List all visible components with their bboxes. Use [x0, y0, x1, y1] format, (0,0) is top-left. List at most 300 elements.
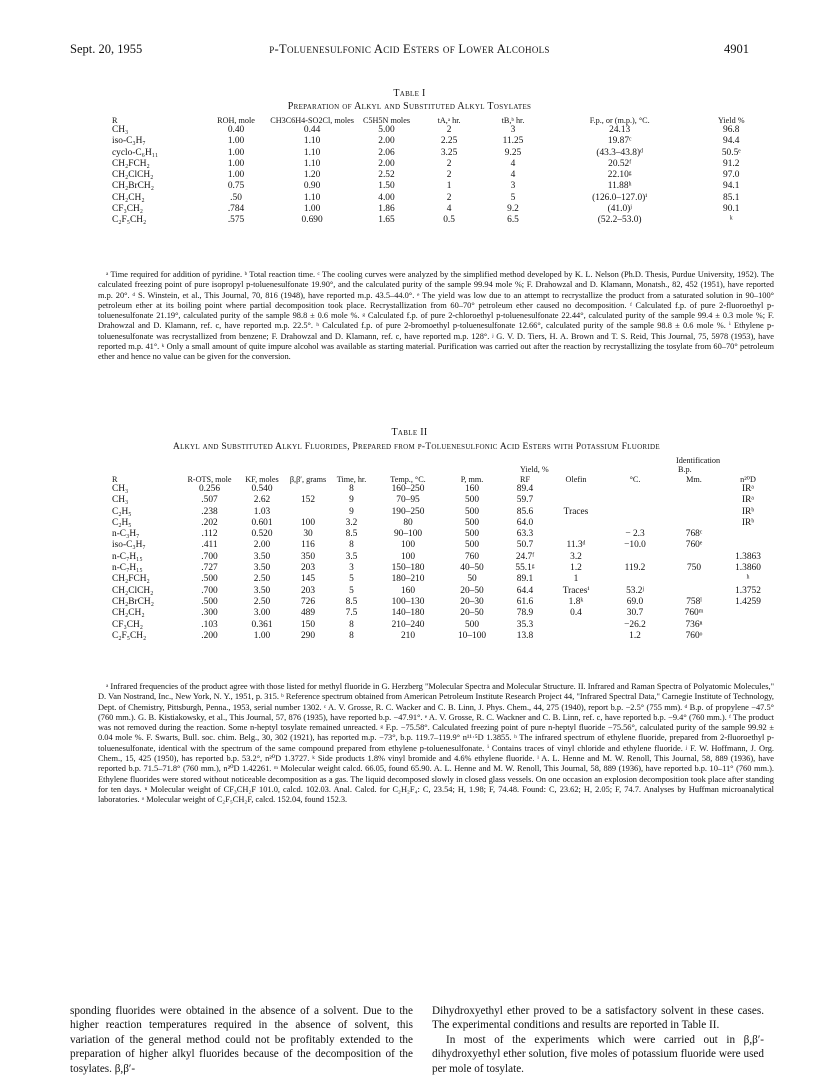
t2-cell — [666, 507, 722, 518]
t2-cell: 190–250 — [391, 506, 425, 517]
t2-cell: 760 — [464, 551, 480, 562]
t1-col-roh: ROH, mole — [217, 116, 255, 125]
t2-cell: 3 — [349, 563, 354, 574]
t2-cell — [604, 518, 666, 529]
t2-cell: 500 — [464, 517, 480, 528]
t2-cell: CH₂ClCH₂ — [112, 585, 154, 596]
t2-cell: Tracesⁱ — [562, 585, 590, 596]
t2-row — [112, 529, 774, 540]
t1-cell: 4 — [510, 170, 516, 181]
table1-footnotes-text: ᵃ Time required for addition of pyridine. ᵇ Total reaction time. ᶜ The cooling curves were analyzed by the simplified method developed by K. L. Nelson (Ph.D. Thesis, Purdue University, 1952). The calculated freezing point of pure isopropyl p-toluenesulfonate 19.90°, and the calculated purity of the sample 99.94 mole %; F. Drahowzal and D. Klamann, Monatsh., 82, 452 (1951), have reported m.p. 20°. ᵈ S. Winstein, et al., This Journal, 70, 816 (1948), have reported m.p. 43.5–44.0°. ᵉ The yield was low due to an attempt to recrystallize the product from a saturated solution in 90–100° petroleum ether at its boiling point where partial decomposition took place. Recrystallization from 60–70° petroleum ether caused no decomposition. ᶠ Calculated f.p. of pure 2-fluoroethyl p-toluenesulfonate 21.19°, calculated purity of the sample 98.8 ± 0.6 mole %. ᵍ Calculated f.p. of pure 2-chloroethyl p-toluenesulfonate 22.44°, calculated purity of the sample 99.4 ± 0.3 mole %; F. Drahowzal and D. Klamann, ref. c, have reported m.p. 22.5°. ʰ Calculated f.p. of pure 2-bromoethyl p-toluenesulfonate 12.66°, calculated purity of the sample 98.8 ± 0.6 mole %. ⁱ Ethylene p-toluenesulfonate was recrystallized from benzene; F. Drahowzal and D. Klamann, ref. c, have reported m.p. 128°. ʲ G. V. D. Tiers, H. A. Brown and T. S. Reid, This Journal, 75, 5978 (1953), have reported m.p. 41°. ᵏ Only a small amount of quite impure alcohol was available as starting material. Purification was carried out after the reaction by recrystallizing the tosylate from 60–70° petroleum ether and hence no value can be given for the conversion. — [98, 270, 774, 362]
t2-cell: 100 — [400, 551, 416, 562]
t2-cell: 2.50 — [253, 574, 271, 585]
t2-cell: 160 — [400, 585, 416, 596]
t2-cell: 203 — [300, 585, 316, 596]
t2-cell: .112 — [201, 529, 218, 540]
table1-body — [112, 125, 770, 227]
t2-cell: IRᵃ — [742, 484, 754, 494]
t2-cell: 50 — [467, 574, 477, 585]
body-right-paragraph-1: Dihydroxyethyl ether proved to be a satisfactory solvent in these cases. The experimental conditions and results are reported in Table II. — [432, 1005, 764, 1032]
t1-cell: 2 — [446, 158, 452, 169]
t2-cell: −10.0 — [624, 540, 646, 551]
t2-cell: 145 — [300, 574, 316, 585]
t1-cell: ᵏ — [729, 215, 733, 226]
t2-cell: 89.4 — [516, 484, 534, 494]
t2-cell: − 2.3 — [625, 529, 645, 540]
t2-cell — [666, 495, 722, 506]
table2-label: Table II — [391, 427, 428, 438]
t2-cell: 80 — [403, 517, 413, 528]
t2-cell: IRᵇ — [741, 506, 755, 517]
t1-cell: 90.1 — [723, 204, 740, 215]
t2-cell — [287, 507, 329, 518]
t2-row — [112, 507, 774, 518]
t1-row — [112, 181, 770, 192]
t2-cell: 2.62 — [253, 495, 271, 506]
t2-cell: 64.4 — [516, 585, 534, 596]
t2-cell: 500 — [464, 495, 480, 506]
t1-cell: 1.50 — [378, 181, 395, 192]
t2-row — [112, 631, 774, 642]
t2-row — [112, 586, 774, 597]
t2-col-temp: Temp., °C. — [390, 475, 426, 484]
t2-cell: 55.1ᵍ — [515, 563, 535, 574]
body-left-column — [70, 1004, 413, 1076]
t2-cell: 50.7 — [516, 540, 534, 551]
t2-cell: .202 — [201, 517, 218, 528]
t1-cell: 2.06 — [378, 147, 395, 158]
t2-cell: 0.601 — [251, 517, 273, 528]
table2-body — [112, 484, 774, 642]
t1-cell: 2.25 — [440, 136, 458, 147]
table2-footnotes — [98, 682, 774, 806]
t2-cell — [666, 518, 722, 529]
table1-label: Table I — [393, 88, 426, 99]
t2-cell: 760ᵉ — [685, 540, 703, 551]
t1-cell: 5 — [510, 192, 516, 203]
t1-cell: 11.88ʰ — [607, 181, 632, 192]
t1-row — [112, 148, 770, 159]
t1-cell: 0.5 — [443, 215, 455, 226]
t2-cell — [604, 574, 666, 585]
t2-cell: 59.7 — [516, 495, 534, 506]
t1-cell: 1.00 — [227, 136, 245, 147]
t2-cell: CH₂FCH₂ — [112, 574, 150, 585]
t2-cell: 3.2 — [345, 517, 358, 528]
t2-cell: 8.5 — [345, 596, 358, 607]
running-header — [70, 42, 749, 58]
t2-cell: 0.4 — [570, 608, 582, 619]
t1-cell: 5.00 — [378, 125, 395, 135]
t1-cell: 85.1 — [723, 192, 740, 203]
t2-cell — [722, 540, 774, 551]
t2-group-identification: Identification — [676, 456, 721, 465]
table2-footnotes-text: ᵃ Infrared frequencies of the product agree with those listed for methyl fluoride in G. Herzberg "Molecular Spectra and Molecular Structure. II. Infrared and Raman Spectra of Polyatomic Molecules," D. Van Nostrand, Inc., New York, N. Y., 1951, p. 315. ᵇ Reference spectrum obtained from American Petroleum Institute Research Project 44, "Infrared Spectral Data," Carnegie Institute of Technology, Dept. of Chemistry, Pittsburgh, Penna., 1953, serial number 1302. ᶜ A. V. Grosse, R. C. Wacker and C. B. Linn, J. Phys. Chem., 44, 275 (1940), report b.p. −2.5° (755 mm). ᵈ B.p. of propylene −47.5° (760 mm.). G. B. Kistiakowsky, et al., This Journal, 57, 876 (1935), have reported b.p. −47.91°. ᵉ A. V. Grosse, R. C. Wackner and C. B. Linn, ref. c, have reported b.p. −9.4° (760 mm.). ᶠ The product was not removed during the reaction. Some n-heptyl tosylate remained unreacted. ᵍ F.p. −75.58°. Calculated freezing point of pure n-heptyl fluoride −75.56°, calculated purity of the sample 99.92 ± 0.04 mole %. F. Swarts, Bull. soc. chim. Belg., 30, 302 (1921), has reported m.p. −73°, b.p. 119.7–119.9° n¹¹·⁵D 1.3855. ʰ The infrared spectrum of ethylene fluoride, prepared from 2-fluoroethyl p-toluenesulfonate, identical with the spectrum of the same compound prepared from ethylene p-toluenesulfonate. ⁱ Contains traces of vinyl chloride and ethylene fluoride. ʲ F. W. Hoffmann, J. Org. Chem., 15, 425 (1950), has reported b.p. 53.2°, n²⁰D 1.3727. ᵏ Side products 1.8% vinyl bromide and 4.6% ethylene fluoride. ˡ A. L. Henne and M. W. Renoll, This Journal, 58, 889 (1936), have reported b.p. 71.5–71.8° (760 mm.), n²⁰D 1.42261. ᵐ Molecular weight calcd. 66.05, found 65.90. A. L. Henne and M. W. Renoll, This Journal, 58, 889 (1936), have reported b.p. 10–11° (760 mm.). Ethylene fluorides were stored without noticeable decomposition as a gas. The liquid decomposed slowly in closed glass vessels. On one occasion an explosion decomposition took place after standing for ten days. ⁿ Molecular weight of CF₃CH₂F 101.0, calcd. 102.03. Anal. Calcd. for C₂H₂F₄: C, 23.54; H, 1.98; F, 74.48. Found: C, 23.62; H, 2.05; F, 74.7. Analyses by Huffman microanalytical laboratories. ᵒ Molecular weight of C₂F₅CH₂F, calcd. 152.04, found 152.3. — [98, 682, 774, 805]
t2-cell: 35.3 — [516, 619, 534, 630]
t2-cell: 290 — [300, 630, 316, 641]
t2-cell: 140–180 — [391, 608, 425, 619]
t2-cell: .300 — [201, 608, 218, 619]
t2-cell: 85.6 — [516, 506, 534, 517]
t2-cell — [666, 484, 722, 495]
t1-cell: 0.75 — [227, 181, 245, 192]
t2-cell: 3.00 — [253, 608, 271, 619]
t1-cell: CH₂ClCH₂ — [112, 170, 154, 181]
t2-cell: 203 — [300, 563, 316, 574]
t1-cell: 2.00 — [378, 158, 395, 169]
t2-cell: 64.0 — [516, 517, 534, 528]
t2-row — [112, 597, 774, 608]
table1-footnotes — [98, 270, 774, 363]
t2-cell: .700 — [201, 551, 218, 562]
t2-group-yield: Yield, % — [520, 465, 549, 474]
t1-cell: C₂F₅CH₂ — [112, 215, 147, 226]
t2-cell: 40–50 — [460, 563, 484, 574]
t1-cell: 4.00 — [378, 192, 395, 203]
t1-cell: 1 — [446, 181, 452, 192]
t2-cell: .103 — [201, 619, 218, 630]
t2-cell — [548, 631, 604, 642]
t1-cell: 1.10 — [303, 192, 321, 203]
t2-cell: 20–50 — [460, 585, 484, 596]
t2-cell: 8.5 — [345, 529, 358, 540]
t2-cell: 2.50 — [253, 596, 271, 607]
t1-cell: 24.13 — [609, 125, 631, 135]
table1-title: Preparation of Alkyl and Substituted Alkyl Tosylates — [287, 101, 532, 112]
t2-cell: .411 — [201, 540, 218, 551]
t1-col-tb: tB,ᵇ hr. — [501, 116, 525, 125]
t2-cell: 150 — [300, 619, 316, 630]
t1-row — [112, 170, 770, 181]
table2-title: Alkyl and Substituted Alkyl Fluorides, Prepared from p-Toluenesulfonic Acid Esters with Potassium Fluoride — [173, 442, 660, 452]
t2-row — [112, 495, 774, 506]
t1-row — [112, 136, 770, 147]
t2-cell: 10–100 — [457, 630, 487, 641]
t1-cell: 0.690 — [301, 215, 323, 226]
body-right-paragraph-2: In most of the experiments which were carried out in β,β′-dihydroxyethyl ether solution, five moles of potassium fluoride were used per mole of tosylate. — [432, 1033, 764, 1075]
t1-cell: 9.25 — [504, 147, 522, 158]
t2-cell: 210–240 — [391, 619, 425, 630]
t2-cell: 116 — [301, 540, 315, 551]
t2-cell: 1.03 — [253, 506, 271, 517]
t1-cell: 1.10 — [303, 136, 321, 147]
header-page-number: 4901 — [724, 42, 749, 56]
t2-cell: CH₂CH₂ — [112, 608, 145, 619]
t2-col-rots: R-OTS, mole — [187, 475, 232, 484]
t2-cell: .500 — [201, 596, 218, 607]
t2-cell: 7.5 — [345, 608, 358, 619]
t2-cell: 5 — [349, 585, 354, 596]
t2-cell: 1 — [573, 574, 579, 585]
t1-col-tscl: CH3C6H4-SO2Cl, moles — [270, 116, 354, 125]
t1-cell: 1.10 — [303, 158, 321, 169]
t2-cell — [548, 620, 604, 631]
t2-cell: 500 — [464, 619, 480, 630]
t2-cell: 8 — [349, 484, 354, 494]
t1-cell: iso-C₃H₇ — [112, 136, 146, 147]
t1-col-yield: Yield % — [717, 116, 745, 125]
t1-cell: 4 — [446, 204, 452, 215]
t2-cell: 3.2 — [570, 551, 582, 562]
t1-row — [112, 193, 770, 204]
t2-cell: 30.7 — [626, 608, 644, 619]
t2-cell: C₂F₅CH₂ — [112, 630, 147, 641]
t2-col-solvent: β,β′, grams — [289, 475, 327, 484]
t1-cell: 2.52 — [378, 170, 395, 181]
t2-cell: 53.2ʲ — [626, 585, 644, 596]
t1-cell: .50 — [230, 192, 242, 203]
t2-cell: 750 — [686, 563, 702, 574]
t1-cell: 9.2 — [507, 204, 519, 215]
t2-cell: 2.00 — [253, 540, 271, 551]
t2-row — [112, 518, 774, 529]
t2-cell: 70–95 — [396, 495, 420, 506]
t2-cell: 160 — [464, 484, 480, 494]
t1-cell: 3 — [510, 181, 516, 192]
t1-col-r: R — [112, 116, 118, 125]
t1-col-ta: tA,ᵃ hr. — [437, 116, 461, 125]
t2-col-r: R — [112, 475, 118, 484]
t2-cell: 1.3752 — [735, 585, 761, 596]
t1-cell: 19.87ᶜ — [607, 136, 632, 147]
t1-cell: CF₃CH₂ — [112, 204, 144, 215]
t1-cell: 1.00 — [227, 158, 245, 169]
t1-cell: 50.5ᵉ — [721, 147, 741, 158]
t2-cell: .200 — [201, 630, 218, 641]
t2-cell: CF₃CH₂ — [112, 619, 144, 630]
t2-row — [112, 563, 774, 574]
t2-cell — [722, 608, 774, 619]
t2-cell: CH₃ — [112, 484, 129, 494]
t2-cell — [604, 507, 666, 518]
t2-cell: 3.50 — [253, 551, 271, 562]
t2-cell — [666, 586, 722, 597]
t2-cell: 1.3863 — [735, 551, 761, 562]
t2-col-nd: n²⁰D — [740, 475, 756, 484]
t1-col-pyridine: C5H5N moles — [362, 116, 411, 125]
t2-cell: 3.50 — [253, 585, 271, 596]
t2-cell: 20–30 — [460, 596, 484, 607]
t2-cell: C₂H₅ — [112, 517, 132, 528]
t2-group-bp: B.p. — [678, 465, 692, 474]
t2-row — [112, 484, 774, 495]
t1-cell: 1.86 — [378, 204, 395, 215]
t1-cell: (43.3–43.8)ᵈ — [596, 147, 643, 158]
t1-row — [112, 125, 770, 136]
t2-cell: 3.50 — [253, 563, 271, 574]
t2-cell: 489 — [300, 608, 316, 619]
t2-cell: CH₂BrCH₂ — [112, 596, 154, 607]
t2-cell: 9 — [349, 506, 354, 517]
t2-cell — [722, 631, 774, 642]
t1-cell: 20.52ᶠ — [608, 158, 632, 169]
t2-col-kf: KF, moles — [245, 475, 279, 484]
t2-col-bp-c: °C. — [629, 475, 641, 484]
t2-cell: CH₃ — [112, 495, 129, 506]
t2-row — [112, 540, 774, 551]
t2-cell: 8 — [349, 540, 354, 551]
t2-cell: .238 — [201, 506, 218, 517]
t1-cell: 22.10ᵍ — [607, 170, 632, 181]
t2-cell — [722, 620, 774, 631]
t2-cell: Traces — [563, 506, 589, 517]
t2-cell: 760ᵐ — [684, 608, 704, 619]
t2-cell: 726 — [300, 596, 316, 607]
t2-cell: 13.8 — [516, 630, 534, 641]
t1-cell: CH₂BrCH₂ — [112, 181, 154, 192]
t2-col-time: Time, hr. — [336, 475, 367, 484]
t1-cell: 94.1 — [723, 181, 740, 192]
t1-cell: 4 — [510, 158, 516, 169]
t2-cell: C₂H₅ — [112, 506, 132, 517]
t2-cell: .727 — [201, 563, 218, 574]
t2-row — [112, 552, 774, 563]
t2-cell: 0.256 — [198, 484, 221, 494]
t2-cell: 760ᵒ — [685, 630, 703, 641]
t2-cell — [604, 484, 666, 495]
t1-cell: (41.0)ʲ — [607, 204, 632, 215]
t1-cell: 97.0 — [723, 170, 740, 181]
body-right-column — [432, 1004, 764, 1076]
t2-cell: 1.2 — [629, 630, 641, 641]
t2-cell: 180–210 — [391, 574, 425, 585]
t2-cell: 758ˡ — [686, 596, 702, 607]
t1-cell: CH₃ — [112, 125, 129, 135]
t2-cell: 3.5 — [345, 551, 358, 562]
t1-cell: 0.40 — [227, 125, 245, 135]
t2-cell: 8 — [349, 630, 354, 641]
t2-cell: 1.2 — [570, 563, 582, 574]
t1-cell: 1.65 — [378, 215, 395, 226]
t1-cell: .784 — [227, 204, 245, 215]
t2-cell: 0.540 — [251, 484, 273, 494]
t2-cell: 1.00 — [253, 630, 271, 641]
header-date: Sept. 20, 1955 — [70, 42, 143, 56]
t2-cell: 20–50 — [460, 608, 484, 619]
t2-cell: 24.7ᶠ — [515, 551, 535, 562]
t2-cell: 100 — [400, 540, 416, 551]
table1 — [112, 116, 770, 227]
t2-cell — [548, 529, 604, 540]
t2-cell: iso-C₃H₇ — [112, 540, 146, 551]
t1-cell: 1.20 — [303, 170, 321, 181]
t2-cell: 89.1 — [516, 574, 534, 585]
t1-cell: CH₂FCH₂ — [112, 158, 150, 169]
t2-cell: 1.8ᵏ — [568, 596, 584, 607]
t1-cell: cyclo-C₆H₁₁ — [112, 147, 159, 158]
t2-cell: 152 — [300, 495, 316, 506]
t1-col-fp: F.p., or (m.p.), °C. — [589, 116, 650, 125]
t2-cell — [287, 484, 329, 495]
t2-cell: .507 — [201, 495, 218, 506]
t2-cell: 69.0 — [626, 596, 644, 607]
t2-col-pressure: P, mm. — [460, 475, 484, 484]
t2-cell: 78.9 — [516, 608, 534, 619]
t2-cell: 150–180 — [391, 563, 425, 574]
t1-cell: (126.0–127.0)ⁱ — [592, 192, 648, 203]
t2-cell: 736ⁿ — [685, 619, 703, 630]
t1-row — [112, 159, 770, 170]
t2-cell: 30 — [303, 529, 313, 540]
t1-cell: 3.25 — [440, 147, 458, 158]
t2-cell: 768ᶜ — [685, 529, 703, 540]
t2-cell: 500 — [464, 506, 480, 517]
t2-cell — [666, 552, 722, 563]
t1-cell: 2 — [446, 170, 452, 181]
t1-cell: 96.8 — [723, 125, 740, 135]
t2-cell: .700 — [201, 585, 218, 596]
t2-row — [112, 574, 774, 585]
t2-cell: 63.3 — [516, 529, 534, 540]
t2-cell: 90–100 — [393, 529, 423, 540]
t1-row — [112, 204, 770, 215]
t1-cell: 2.00 — [378, 136, 395, 147]
t2-cell — [604, 495, 666, 506]
t2-col-bp-mm: Mm. — [686, 475, 702, 484]
t1-cell: 2 — [446, 192, 452, 203]
t1-cell: 1.00 — [227, 170, 245, 181]
t2-cell: 500 — [464, 529, 480, 540]
t1-cell: (52.2–53.0) — [597, 215, 642, 226]
t2-cell: 61.6 — [516, 596, 534, 607]
t2-cell: 100 — [300, 517, 316, 528]
t2-cell: IRᵇ — [741, 517, 755, 528]
t1-cell: 11.25 — [502, 136, 524, 147]
t1-cell: 0.44 — [303, 125, 321, 135]
t2-cell: n-C₇H₁₅ — [112, 563, 143, 574]
t1-cell: .575 — [227, 215, 245, 226]
t2-cell — [548, 495, 604, 506]
t2-cell — [722, 529, 774, 540]
t1-cell: 94.4 — [723, 136, 740, 147]
header-running-title: p-Toluenesulfonic Acid Esters of Lower Alcohols — [269, 42, 550, 56]
t2-cell: 0.361 — [251, 619, 273, 630]
t2-cell: 8 — [349, 619, 354, 630]
t2-cell: 100–130 — [391, 596, 425, 607]
t2-cell: 9 — [349, 495, 354, 506]
t1-cell: 91.2 — [723, 158, 740, 169]
t2-cell: 160–250 — [391, 484, 425, 494]
t1-cell: 1.10 — [303, 147, 321, 158]
table2 — [112, 475, 774, 642]
t2-cell: 11.3ᵈ — [566, 540, 586, 551]
t2-col-olefin: Olefin — [565, 475, 587, 484]
t2-cell: 210 — [400, 630, 416, 641]
t2-cell — [548, 518, 604, 529]
t1-cell: 2 — [446, 125, 452, 135]
body-left-paragraph: sponding fluorides were obtained in the absence of a solvent. Due to the higher reaction temperatures required in the absence of solvent, this variation of the general method could not be profitably extended to the preparation of higher alkyl fluorides because of the decomposition of the tosylates. β,β′- — [70, 1005, 413, 1075]
t1-row — [112, 215, 770, 226]
t2-cell: 119.2 — [624, 563, 646, 574]
t2-cell: n-C₇H₁₅ — [112, 551, 143, 562]
t2-cell — [666, 574, 722, 585]
t1-cell: 1.00 — [227, 147, 245, 158]
t2-cell: ʰ — [746, 574, 750, 585]
t1-cell: 6.5 — [507, 215, 519, 226]
t2-cell: −26.2 — [624, 619, 646, 630]
t2-cell: 5 — [349, 574, 354, 585]
t1-cell: 3 — [510, 125, 516, 135]
t2-cell — [548, 484, 604, 495]
t1-cell: CH₂CH₂ — [112, 192, 145, 203]
t2-cell: .500 — [201, 574, 218, 585]
t2-row — [112, 608, 774, 619]
t2-cell: 500 — [464, 540, 480, 551]
t1-cell: 0.90 — [303, 181, 321, 192]
t1-cell: 1.00 — [303, 204, 321, 215]
t2-cell: 0.520 — [251, 529, 273, 540]
t2-col-rf: RF — [519, 475, 530, 484]
